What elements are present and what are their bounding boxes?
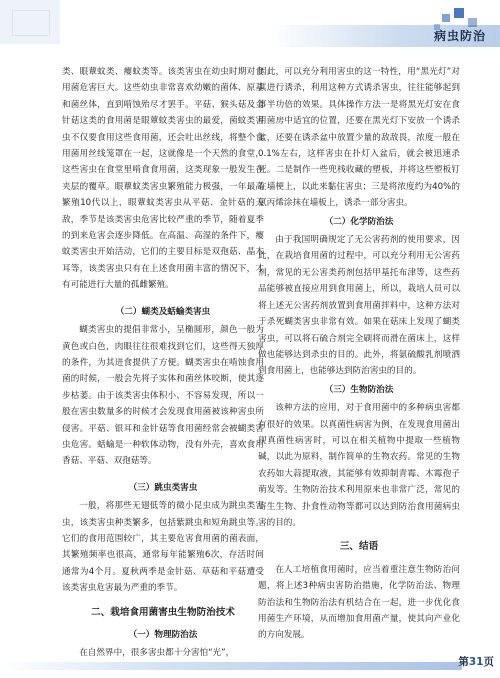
subheading: （二）化学防治法 [324, 216, 394, 227]
page-prefix: 第 [458, 656, 469, 668]
footer-bar [0, 662, 462, 670]
page-suffix: 页 [483, 656, 494, 668]
subheading: （三）跳虫类害虫 [128, 482, 198, 493]
right-column [258, 64, 460, 644]
page-number [458, 654, 494, 669]
subheading: （三）生物防治法 [324, 384, 394, 395]
body-paragraph: 类、眼蕈蚊类、瘿蚊类等。该类害虫在幼虫时期对食用菌危害巨大。这些幼虫非常喜欢幼嫩的菌体、原基和菌丝体，直到啃蚀殆尽才罢手。平菇、猴头菇及金针菇这类的食用菌是眼蕈蚊类害虫的最爱，菌蚊类害虫不仅要食用这些食用菌，还会吐出丝线，将整个食用菌用丝线笼罩在一起，这就像是一个天然的食堂，这些害虫在食堂里啃食食用菌，这类现象一般发生在夹层的覆草。眼蕈蚊类害虫繁殖能力极强，一年最高繁殖10代以上，眼蕈蚊类害虫从平菇、金针菇的天敌，季节是该类害虫危害比较严重的季节，随着夏季的到来危害会逐步降低。在高温、高湿的条件下，瘿蚊类害虫开始活动，它们的主要目标是双孢菇、晶木耳等，该类害虫只有在上述食用菌丰富的情况下，才有可能进行大量的孤雌繁殖。 [62, 67, 264, 291]
section-heading: 三、结语 [339, 541, 379, 553]
body-paragraph: 在人工培植食用菌时，应当着重注意生物防治问题，将上述3种病虫害防治措施，化学防治法、物理防治法和生物防治法有机结合在一起，进一步优化食用菌生产环境，从而增加食用菌产量，使其向产业化的方向发展。 [258, 564, 460, 641]
body-paragraph: 因此，可以充分利用害虫的这一特性，用“黑光灯”对其进行诱杀，利用这种方式诱杀害虫，往往能够起到事半功倍的效果。具体操作方法一是将黑光灯安在食用菌房中适宜的位置，还要在黑光灯下安放一个诱杀盆，还要在诱杀盆中放置少量的敌敌畏，浓度一般在0.1%左右，这样害虫在扑灯入盆后，就会被迅速杀死。二是制作一些兜栈收藏的塑板，并将这些塑板钉在墙梗上，以此来黏住害虫；三是将浓度约为40%的氯丙烯涂抹在墙板上，诱杀一部分害虫。 [258, 67, 460, 209]
body-paragraph: 在自然界中，很多害虫都十分害怕“光”， [79, 648, 235, 659]
body-paragraph: 一般，将那些无翅低等的微小昆虫成为跳虫类害虫，该类害虫种类繁多，包括紫跳虫和短角跳虫等。它们的食用范围较广，其主要危害食用菌的菌表面，其繁殖频率也很高，通常每年能繁殖6次，存活时间通常为4个月。夏秋两季是金针菇、草菇和平菇遭受该类害虫危害最为严重的季节。 [62, 501, 264, 594]
body-paragraph: 由于我国明确规定了无公害药剂的使用要求，因此，在栽培食用菌的过程中，可以充分利用无公害药剂，常见的无公害类药剂包括甲基托布津等，这些药品能够被直接应用到食用菌上，所以，栽培人员可以将上述无公害药剂放置到食用菌拌料中，这种方法对于杀死蝴类害虫非常有效。如果在菇床上发现了蝴类害虫，可以将石硫合剂完全刷将而滑在菌床上，这样做也能够达到杀虫的目的。此外，将氨硫酸乳剂喷洒到食用菌上，也能够达到防治害虫的目的。 [258, 235, 460, 377]
subheading: （二）蝴类及蛞蝓类害虫 [115, 306, 211, 317]
left-column [62, 64, 264, 662]
section-title: 病虫防治 [433, 29, 486, 43]
corner-decoration [0, 0, 60, 44]
body-paragraph: 该种方法的应用，对于食用菌中的多种病虫害都有很好的效果。以真菌性病害为例，在发现食用菌出现真菌性病害时，可以在相关植物中提取一些植物碱，以此为原料，制作简单的生物农药。常见的生物农药如大蒜提取液，其能够有效抑制青霉、木霉孢子萌发等。生物防治技术利用原来也非常广泛，常见的寄生生物、扑食性动物等都可以达到防治食用菌病虫害的目的。 [258, 403, 460, 528]
page-number-value: 31 [468, 656, 484, 668]
section-heading: 二、栽培食用菌害虫生物防治技术 [91, 606, 235, 618]
subheading: （一）物理防治法 [128, 630, 198, 640]
body-paragraph: 蝴类害虫的提倡非常小，呈椭圆形，颜色一般为黄色或白色，肉眼往往很难找到它们，这些得天独厚的条件，为其迸食提供了方便。蝴类害虫在啃蚀食用菌的时候，一般会先将子实体和菌丝体咬断，使其逐步枯萎。由于该类害虫体积小、不容易发现，所以一般在害虫数量多的时候才会发现食用菌被该种害虫所侵害。平菇、银耳和金针菇等食用菌经常会被蝴类害虫危害。蛞蝓是一种软体动物，没有外壳，喜欢食用香菇、平菇、双孢菇等。 [62, 325, 264, 467]
